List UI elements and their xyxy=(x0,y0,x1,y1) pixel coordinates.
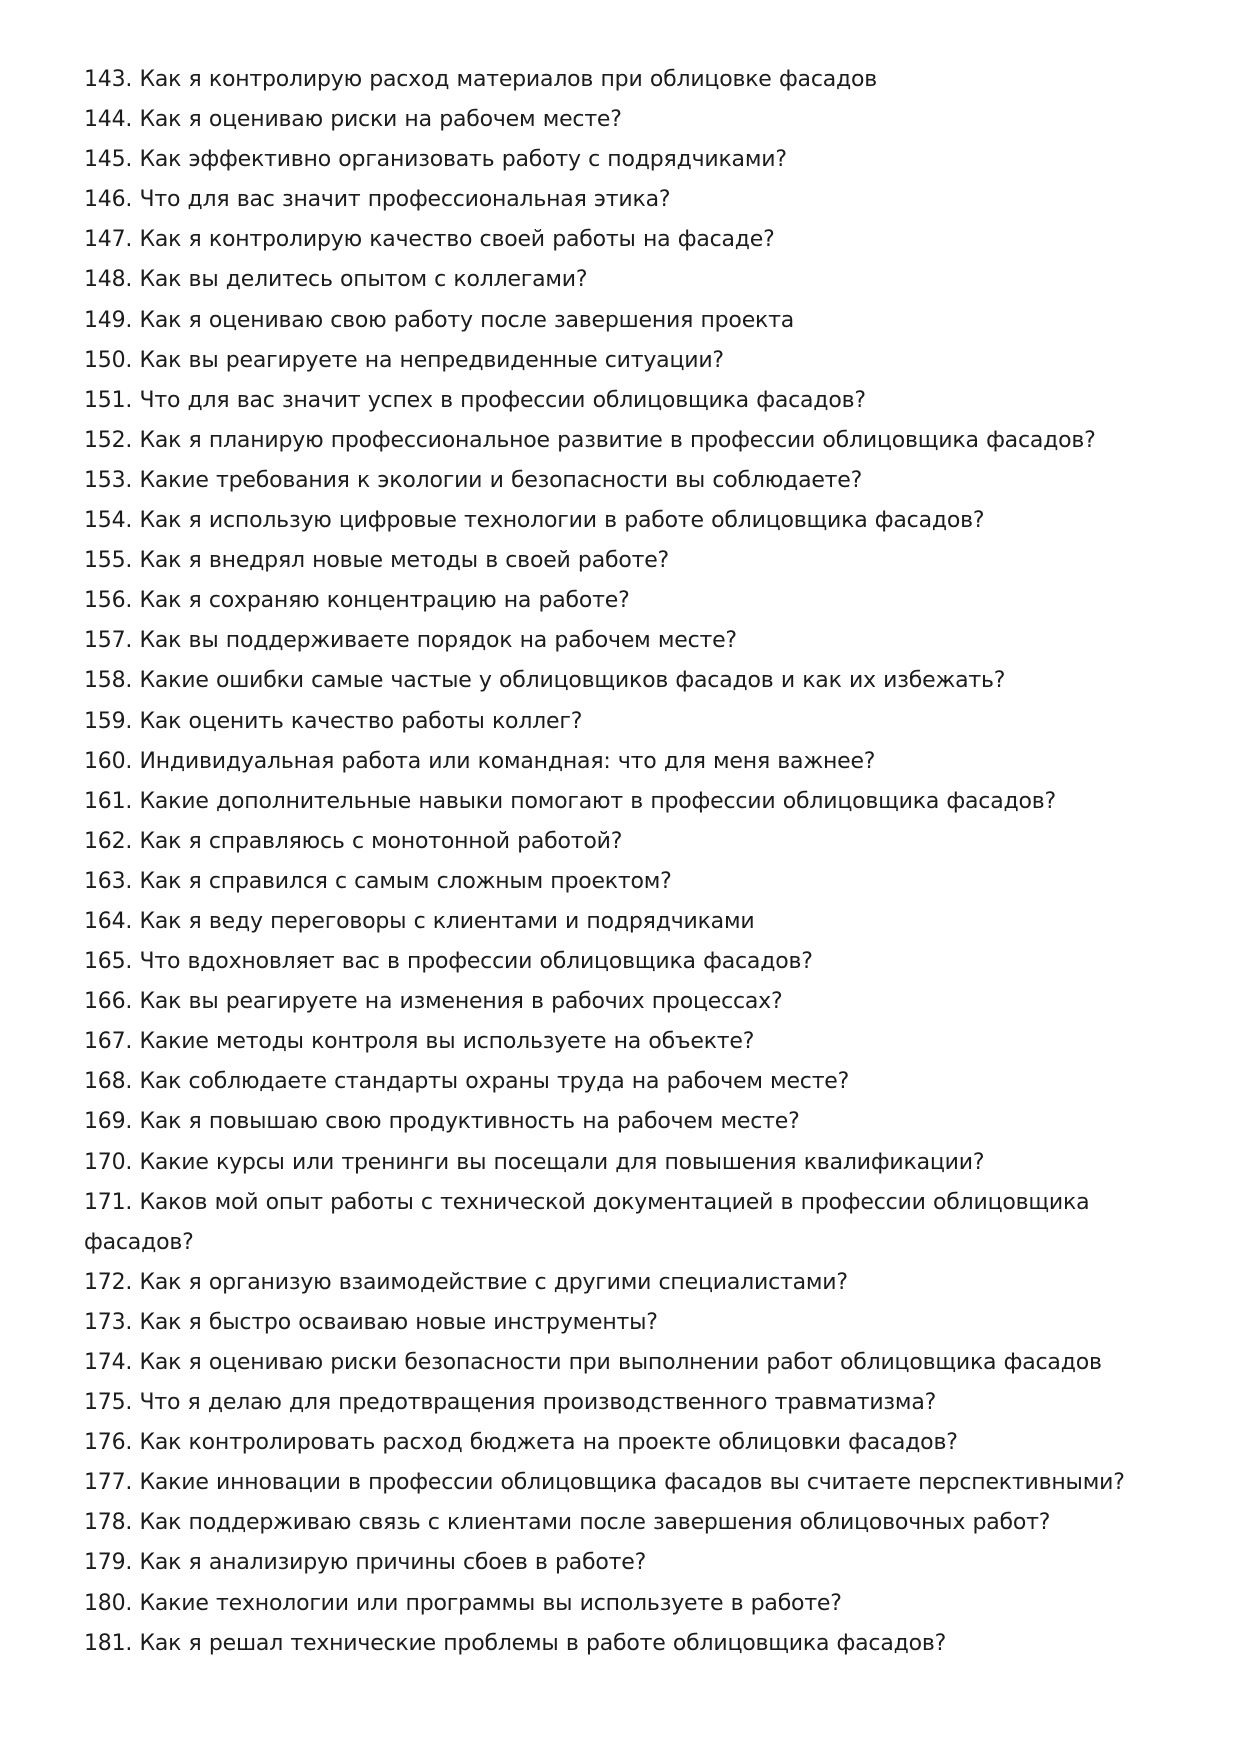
question-item: 161. Какие дополнительные навыки помогают в профессии облицовщика фасадов? xyxy=(84,788,1057,814)
question-item: 150. Как вы реагируете на непредвиденные ситуации? xyxy=(84,347,724,373)
question-item: 152. Как я планирую профессиональное развитие в профессии облицовщика фасадов? xyxy=(84,427,1096,453)
question-item: 144. Как я оцениваю риски на рабочем месте? xyxy=(84,107,622,133)
question-item: 159. Как оценить качество работы коллег? xyxy=(84,708,583,734)
question-item: 181. Как я решал технические проблемы в работе облицовщика фасадов? xyxy=(84,1630,947,1656)
question-list xyxy=(84,60,1143,1664)
question-item: 151. Что для вас значит успех в профессии облицовщика фасадов? xyxy=(84,387,866,413)
question-item: 165. Что вдохновляет вас в профессии облицовщика фасадов? xyxy=(84,949,813,975)
question-item: 153. Какие требования к экологии и безопасности вы соблюдаете? xyxy=(84,467,863,493)
question-item: 168. Как соблюдаете стандарты охраны труда на рабочем месте? xyxy=(84,1069,850,1095)
question-item: 162. Как я справляюсь с монотонной работой? xyxy=(84,828,623,854)
question-item: 158. Какие ошибки самые частые у облицовщиков фасадов и как их избежать? xyxy=(84,668,1006,694)
question-item: 160. Индивидуальная работа или командная: что для меня важнее? xyxy=(84,748,876,774)
question-item: 177. Какие инновации в профессии облицовщика фасадов вы считаете перспективными? xyxy=(84,1470,1125,1496)
question-item: 156. Как я сохраняю концентрацию на работе? xyxy=(84,588,630,614)
question-item: 146. Что для вас значит профессиональная этика? xyxy=(84,187,671,213)
question-item: 169. Как я повышаю свою продуктивность на рабочем месте? xyxy=(84,1109,800,1135)
question-item: 166. Как вы реагируете на изменения в рабочих процессах? xyxy=(84,989,783,1015)
question-item: 180. Какие технологии или программы вы используете в работе? xyxy=(84,1590,842,1616)
question-item: 148. Как вы делитесь опытом с коллегами? xyxy=(84,267,588,293)
question-item: 172. Как я организую взаимодействие с другими специалистами? xyxy=(84,1269,848,1295)
question-item: 174. Как я оцениваю риски безопасности при выполнении работ облицовщика фасадов xyxy=(84,1350,1102,1375)
question-item: 164. Как я веду переговоры с клиентами и подрядчиками xyxy=(84,908,755,934)
question-item: 171. Каков мой опыт работы с технической документацией в профессии облицовщика фасадов? xyxy=(84,1189,1090,1255)
question-item: 175. Что я делаю для предотвращения производственного травматизма? xyxy=(84,1390,937,1416)
question-item: 173. Как я быстро осваиваю новые инструменты? xyxy=(84,1309,658,1335)
question-item: 178. Как поддерживаю связь с клиентами после завершения облицовочных работ? xyxy=(84,1510,1051,1536)
question-item: 157. Как вы поддерживаете порядок на рабочем месте? xyxy=(84,628,737,654)
question-item: 163. Как я справился с самым сложным проектом? xyxy=(84,868,672,894)
question-item: 155. Как я внедрял новые методы в своей работе? xyxy=(84,548,670,574)
question-item: 154. Как я использую цифровые технологии в работе облицовщика фасадов? xyxy=(84,508,985,534)
question-item: 145. Как эффективно организовать работу с подрядчиками? xyxy=(84,147,787,173)
question-item: 143. Как я контролирую расход материалов при облицовке фасадов xyxy=(84,67,878,92)
question-item: 179. Как я анализирую причины сбоев в работе? xyxy=(84,1550,647,1576)
question-item: 176. Как контролировать расход бюджета на проекте облицовки фасадов? xyxy=(84,1430,958,1456)
question-item: 167. Какие методы контроля вы используете на объекте? xyxy=(84,1029,755,1055)
question-item: 170. Какие курсы или тренинги вы посещали для повышения квалификации? xyxy=(84,1149,985,1175)
question-item: 149. Как я оцениваю свою работу после завершения проекта xyxy=(84,307,795,333)
question-item: 147. Как я контролирую качество своей работы на фасаде? xyxy=(84,227,775,253)
